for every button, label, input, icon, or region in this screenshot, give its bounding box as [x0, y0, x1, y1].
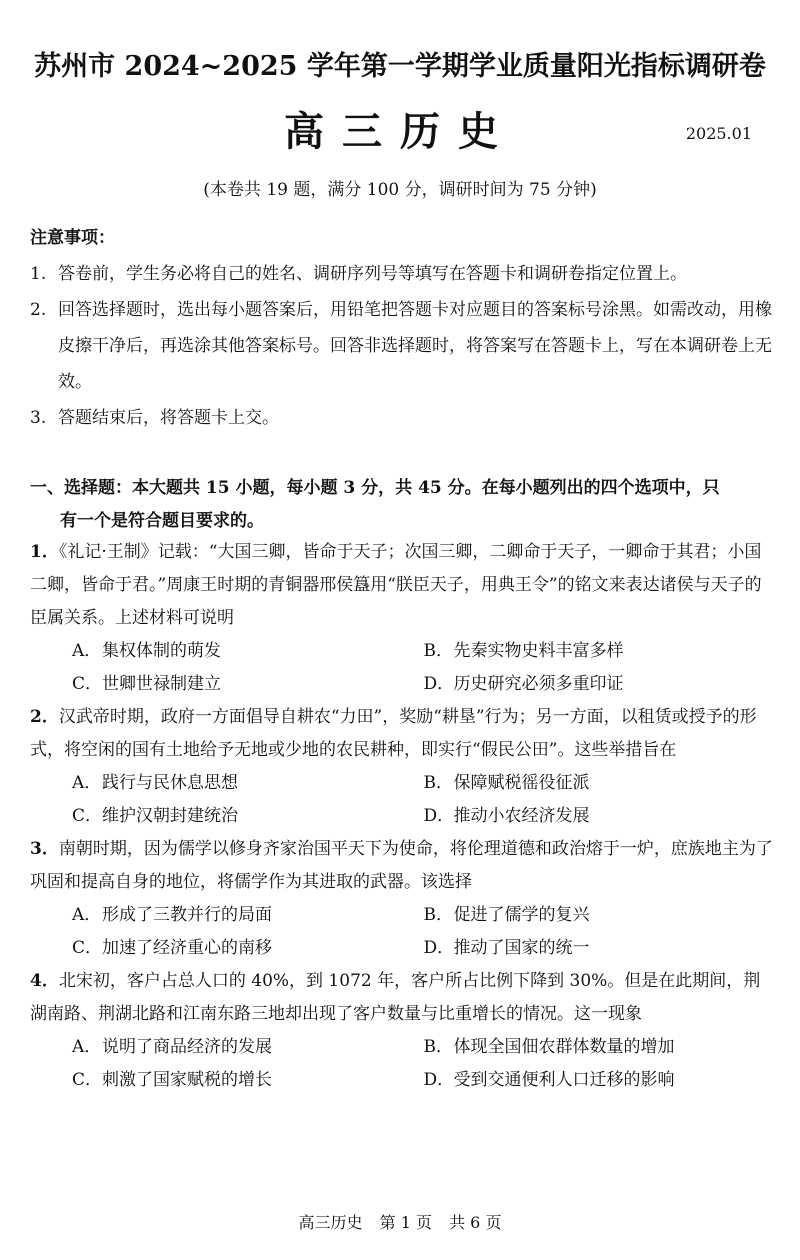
option-letter: C． [72, 938, 103, 958]
option-b [424, 635, 776, 668]
question-list [30, 536, 775, 1097]
option-text: 历史研究必须多重印证 [453, 674, 624, 694]
option-d [424, 1064, 776, 1097]
option-text: 集权体制的萌发 [102, 641, 221, 661]
notes-heading: 注意事项： [30, 228, 115, 248]
question-3 [30, 833, 775, 965]
option-letter: B． [423, 641, 453, 661]
notes-list [30, 256, 775, 436]
question-text: 北宋初，客户占总人口的 40%，到 1072 年，客户所占比例下降到 30%。但是在此期间，荆湖南路、荆湖北路和江南东路三地却出现了客户数量与比重增长的情况。这一现象 [30, 971, 761, 1024]
option-letter: A． [72, 773, 102, 793]
option-b [424, 1031, 776, 1064]
question-text: 南朝时期，因为儒学以修身齐家治国平天下为使命，将伦理道德和政治熔于一炉，庶族地主为了巩固和提高自身的地位，将儒学作为其进取的武器。该选择 [30, 839, 773, 892]
option-letter: C． [72, 806, 103, 826]
exam-date: 2025.01 [685, 124, 752, 143]
option-text: 推动小农经济发展 [453, 806, 590, 826]
note-item [30, 292, 775, 400]
option-d [424, 668, 776, 701]
option-letter: A． [72, 1037, 102, 1057]
option-letter: C． [72, 1070, 103, 1090]
note-text: 答卷前，学生务必将自己的姓名、调研序列号等填写在答题卡和调研卷指定位置上。 [58, 264, 687, 284]
option-b [424, 767, 776, 800]
option-letter: D． [423, 938, 455, 958]
footer-page-number: 第 1 页 [379, 1213, 432, 1232]
option-letter: A． [72, 905, 102, 925]
question-stem [30, 833, 775, 899]
note-number: 3. [30, 408, 47, 428]
question-stem [30, 536, 775, 635]
option-b [424, 899, 776, 932]
option-text: 维护汉朝封建统治 [102, 806, 238, 826]
note-text: 答题结束后，将答题卡上交。 [58, 408, 279, 428]
note-number: 1. [30, 264, 47, 284]
question-number: 2． [30, 707, 59, 727]
option-letter: D． [423, 806, 455, 826]
note-item [30, 400, 775, 436]
section-heading [30, 472, 775, 538]
option-letter: B． [423, 1037, 453, 1057]
option-text: 说明了商品经济的发展 [102, 1037, 272, 1057]
option-text: 受到交通便利人口迁移的影响 [453, 1070, 675, 1090]
option-text: 保障赋税徭役征派 [453, 773, 590, 793]
section-heading-line1: 一、选择题：本大题共 15 小题，每小题 3 分，共 45 分。在每小题列出的四个选项中，只 [30, 478, 720, 498]
option-letter: B． [423, 773, 453, 793]
question-stem [30, 965, 775, 1031]
question-number: 1． [30, 542, 59, 562]
note-number: 2. [30, 300, 47, 320]
option-text: 世卿世禄制建立 [102, 674, 221, 694]
option-grid [30, 1031, 775, 1097]
option-text: 形成了三教并行的局面 [102, 905, 272, 925]
option-letter: D． [423, 1070, 455, 1090]
exam-title: 苏州市 2024~2025 学年第一学期学业质量阳光指标调研卷 [34, 51, 766, 82]
option-d [424, 800, 776, 833]
option-c [72, 800, 424, 833]
note-item [30, 256, 775, 292]
option-letter: D． [423, 674, 455, 694]
option-text: 践行与民休息思想 [102, 773, 238, 793]
option-a [72, 1031, 424, 1064]
note-text: 回答选择题时，选出每小题答案后，用铅笔把答题卡对应题目的答案标号涂黑。如需改动，用橡皮擦干净后，再选涂其他答案标号。回答非选择题时，将答案写在答题卡上，写在本调研卷上无效。 [58, 300, 772, 392]
question-text: 汉武帝时期，政府一方面倡导自耕农“力田”，奖励“耕垦”行为；另一方面，以租赁或授予的形式，将空闲的国有土地给予无地或少地的农民耕种，即实行“假民公田”。这些举措旨在 [30, 707, 757, 760]
exam-info: (本卷共 19 题，满分 100 分，调研时间为 75 分钟) [203, 180, 597, 200]
option-text: 先秦实物史料丰富多样 [453, 641, 624, 661]
question-stem [30, 701, 775, 767]
section-heading-line2: 有一个是符合题目要求的。 [60, 511, 264, 531]
option-text: 促进了儒学的复兴 [453, 905, 590, 925]
option-text: 推动了国家的统一 [453, 938, 590, 958]
question-number: 4． [30, 971, 59, 991]
footer-total-pages: 共 6 页 [449, 1213, 502, 1232]
question-4 [30, 965, 775, 1097]
option-grid [30, 767, 775, 833]
option-grid [30, 899, 775, 965]
question-number: 3． [30, 839, 59, 859]
option-text: 体现全国佃农群体数量的增加 [453, 1037, 675, 1057]
option-text: 刺激了国家赋税的增长 [102, 1070, 272, 1090]
option-a [72, 635, 424, 668]
question-2 [30, 701, 775, 833]
option-letter: A． [72, 641, 102, 661]
subject-title: 高三历史 [284, 108, 516, 155]
option-letter: C． [72, 674, 103, 694]
option-text: 加速了经济重心的南移 [102, 938, 272, 958]
footer-subject: 高三历史 [298, 1213, 363, 1232]
option-letter: B． [423, 905, 453, 925]
option-d [424, 932, 776, 965]
option-c [72, 932, 424, 965]
question-1 [30, 536, 775, 701]
option-a [72, 899, 424, 932]
option-a [72, 767, 424, 800]
page-footer [0, 1210, 800, 1233]
option-c [72, 1064, 424, 1097]
question-text: 《礼记·王制》记载：“大国三卿，皆命于天子；次国三卿，二卿命于天子，一卿命于其君；小国二卿，皆命于君。”周康王时期的青铜器邢侯簋用“朕臣天子，用典王令”的铭文来表达诸侯与天子的臣属关系。上述材料可说明 [30, 542, 762, 628]
option-grid [30, 635, 775, 701]
option-c [72, 668, 424, 701]
